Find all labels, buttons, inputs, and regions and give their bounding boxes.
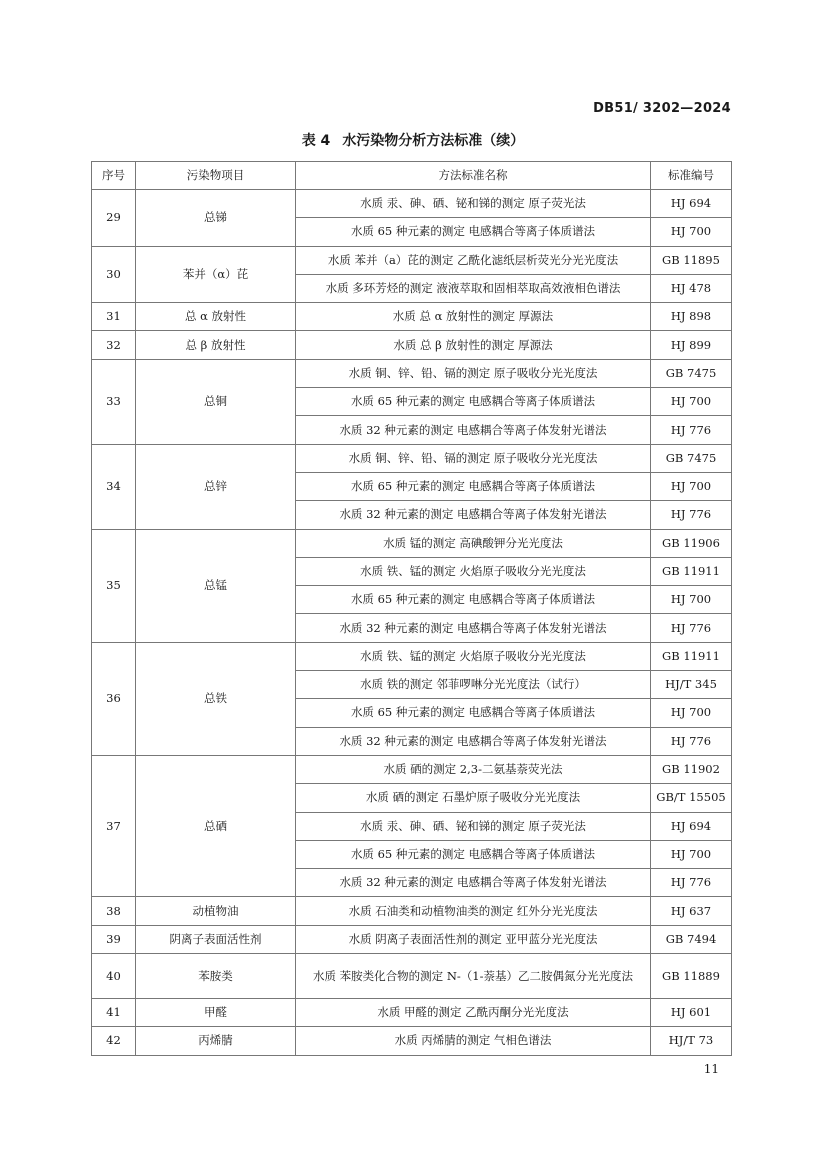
pollutant-item: 总锑 xyxy=(136,190,296,247)
row-number: 29 xyxy=(92,190,136,247)
column-header-code: 标准编号 xyxy=(651,162,732,190)
pollutant-item: 总锰 xyxy=(136,529,296,642)
column-header-method: 方法标准名称 xyxy=(296,162,651,190)
method-standard-name: 水质 铁、锰的测定 火焰原子吸收分光光度法 xyxy=(296,642,651,670)
pollutant-item: 甲醛 xyxy=(136,999,296,1027)
pollutant-item: 丙烯腈 xyxy=(136,1027,296,1055)
method-standard-name: 水质 32 种元素的测定 电感耦合等离子体发射光谱法 xyxy=(296,501,651,529)
standard-code: HJ 700 xyxy=(651,586,732,614)
table-body xyxy=(92,190,732,1056)
table-row xyxy=(92,1027,732,1055)
method-standard-name: 水质 硒的测定 石墨炉原子吸收分光光度法 xyxy=(296,784,651,812)
pollutant-item: 总铜 xyxy=(136,359,296,444)
method-standard-name: 水质 苯并（a）芘的测定 乙酰化滤纸层析荧光分光光度法 xyxy=(296,246,651,274)
row-number: 40 xyxy=(92,954,136,999)
table-row xyxy=(92,359,732,387)
row-number: 34 xyxy=(92,444,136,529)
method-standard-name: 水质 甲醛的测定 乙酰丙酮分光光度法 xyxy=(296,999,651,1027)
table-number: 表 4 xyxy=(301,133,331,149)
standard-code: HJ/T 345 xyxy=(651,671,732,699)
column-header-no: 序号 xyxy=(92,162,136,190)
pollutant-item: 苯胺类 xyxy=(136,954,296,999)
table-row xyxy=(92,999,732,1027)
standard-code: GB 11906 xyxy=(651,529,732,557)
method-standard-name: 水质 汞、砷、硒、铋和锑的测定 原子荧光法 xyxy=(296,812,651,840)
row-number: 32 xyxy=(92,331,136,359)
row-number: 41 xyxy=(92,999,136,1027)
table-row xyxy=(92,190,732,218)
standard-code: GB 7475 xyxy=(651,359,732,387)
method-standard-name: 水质 总 α 放射性的测定 厚源法 xyxy=(296,303,651,331)
standard-code: HJ 694 xyxy=(651,190,732,218)
table-row xyxy=(92,755,732,783)
standard-code: HJ 899 xyxy=(651,331,732,359)
standard-code: GB 11902 xyxy=(651,755,732,783)
method-standard-name: 水质 32 种元素的测定 电感耦合等离子体发射光谱法 xyxy=(296,869,651,897)
method-standard-name: 水质 32 种元素的测定 电感耦合等离子体发射光谱法 xyxy=(296,727,651,755)
standard-code: HJ 478 xyxy=(651,274,732,302)
method-standard-name: 水质 65 种元素的测定 电感耦合等离子体质谱法 xyxy=(296,218,651,246)
page-number: 11 xyxy=(703,1062,719,1076)
standard-code: HJ/T 73 xyxy=(651,1027,732,1055)
table-row xyxy=(92,529,732,557)
standard-code: HJ 776 xyxy=(651,416,732,444)
method-standard-name: 水质 铜、锌、铅、镉的测定 原子吸收分光光度法 xyxy=(296,359,651,387)
pollutant-item: 总硒 xyxy=(136,755,296,896)
method-standard-name: 水质 65 种元素的测定 电感耦合等离子体质谱法 xyxy=(296,840,651,868)
row-number: 33 xyxy=(92,359,136,444)
standard-code: HJ 637 xyxy=(651,897,732,925)
method-standard-name: 水质 锰的测定 高碘酸钾分光光度法 xyxy=(296,529,651,557)
method-standard-name: 水质 65 种元素的测定 电感耦合等离子体质谱法 xyxy=(296,699,651,727)
method-standard-name: 水质 32 种元素的测定 电感耦合等离子体发射光谱法 xyxy=(296,416,651,444)
method-standard-name: 水质 32 种元素的测定 电感耦合等离子体发射光谱法 xyxy=(296,614,651,642)
column-header-item: 污染物项目 xyxy=(136,162,296,190)
table-title-text: 水污染物分析方法标准（续） xyxy=(342,133,525,149)
method-standard-name: 水质 丙烯腈的测定 气相色谱法 xyxy=(296,1027,651,1055)
standard-code: HJ 700 xyxy=(651,840,732,868)
standard-code: HJ 776 xyxy=(651,727,732,755)
pollutant-item: 总 α 放射性 xyxy=(136,303,296,331)
row-number: 31 xyxy=(92,303,136,331)
row-number: 37 xyxy=(92,755,136,896)
standard-code: HJ 700 xyxy=(651,218,732,246)
table-row xyxy=(92,331,732,359)
method-standard-name: 水质 阴离子表面活性剂的测定 亚甲蓝分光光度法 xyxy=(296,925,651,953)
table-title xyxy=(0,130,826,150)
method-standard-name: 水质 65 种元素的测定 电感耦合等离子体质谱法 xyxy=(296,586,651,614)
standard-code: GB 11911 xyxy=(651,557,732,585)
standard-code: HJ 776 xyxy=(651,869,732,897)
standard-code: HJ 776 xyxy=(651,501,732,529)
row-number: 38 xyxy=(92,897,136,925)
table-row xyxy=(92,925,732,953)
standard-code: HJ 700 xyxy=(651,388,732,416)
table-row xyxy=(92,444,732,472)
table-row xyxy=(92,897,732,925)
pollutant-item: 总铁 xyxy=(136,642,296,755)
row-number: 42 xyxy=(92,1027,136,1055)
standard-code: HJ 601 xyxy=(651,999,732,1027)
method-standard-name: 水质 苯胺类化合物的测定 N-（1-萘基）乙二胺偶氮分光光度法 xyxy=(296,954,651,999)
standard-code: HJ 694 xyxy=(651,812,732,840)
pollutant-item: 动植物油 xyxy=(136,897,296,925)
table-row xyxy=(92,954,732,999)
row-number: 39 xyxy=(92,925,136,953)
row-number: 30 xyxy=(92,246,136,303)
standard-code: GB 7494 xyxy=(651,925,732,953)
method-standard-name: 水质 总 β 放射性的测定 厚源法 xyxy=(296,331,651,359)
pollutant-item: 总 β 放射性 xyxy=(136,331,296,359)
standard-code: GB 11911 xyxy=(651,642,732,670)
table-row xyxy=(92,246,732,274)
row-number: 36 xyxy=(92,642,136,755)
standard-code: HJ 700 xyxy=(651,699,732,727)
standard-code: HJ 898 xyxy=(651,303,732,331)
standard-code: GB 11895 xyxy=(651,246,732,274)
pollutant-item: 苯并（α）芘 xyxy=(136,246,296,303)
standard-code: HJ 700 xyxy=(651,472,732,500)
document-code: DB51/ 3202—2024 xyxy=(593,101,731,116)
method-standard-name: 水质 多环芳烃的测定 液液萃取和固相萃取高效液相色谱法 xyxy=(296,274,651,302)
method-standard-name: 水质 汞、砷、硒、铋和锑的测定 原子荧光法 xyxy=(296,190,651,218)
table-header-row xyxy=(92,162,732,190)
method-standard-name: 水质 65 种元素的测定 电感耦合等离子体质谱法 xyxy=(296,388,651,416)
row-number: 35 xyxy=(92,529,136,642)
standard-code: GB/T 15505 xyxy=(651,784,732,812)
pollutant-item: 阴离子表面活性剂 xyxy=(136,925,296,953)
method-standard-name: 水质 铁的测定 邻菲啰啉分光光度法（试行） xyxy=(296,671,651,699)
standard-code: GB 7475 xyxy=(651,444,732,472)
method-standard-name: 水质 铜、锌、铅、镉的测定 原子吸收分光光度法 xyxy=(296,444,651,472)
analysis-methods-table xyxy=(91,161,732,1056)
standard-code: GB 11889 xyxy=(651,954,732,999)
table-row xyxy=(92,303,732,331)
standard-code: HJ 776 xyxy=(651,614,732,642)
pollutant-item: 总锌 xyxy=(136,444,296,529)
method-standard-name: 水质 石油类和动植物油类的测定 红外分光光度法 xyxy=(296,897,651,925)
method-standard-name: 水质 65 种元素的测定 电感耦合等离子体质谱法 xyxy=(296,472,651,500)
table-row xyxy=(92,642,732,670)
method-standard-name: 水质 硒的测定 2,3-二氨基萘荧光法 xyxy=(296,755,651,783)
method-standard-name: 水质 铁、锰的测定 火焰原子吸收分光光度法 xyxy=(296,557,651,585)
